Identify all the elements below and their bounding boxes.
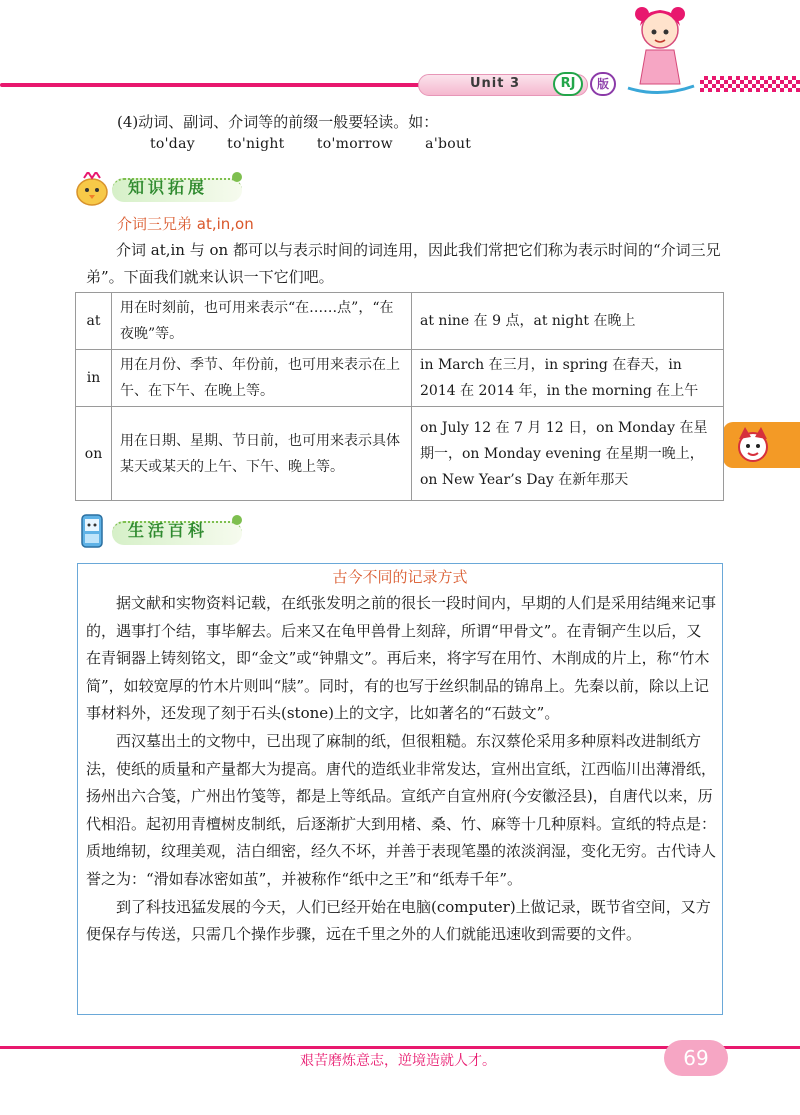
life-title: 生活百科 — [128, 521, 209, 540]
table-cell-usage: 用在月份、季节、年份前，也可用来表示在上午、在下午、在晚上等。 — [112, 350, 412, 407]
chick-mascot-icon — [72, 172, 112, 206]
knowledge-title: 知识拓展 — [128, 178, 209, 197]
life-heading — [72, 515, 272, 549]
table-cell-usage: 用在时刻前，也可用来表示“在……点”，“在夜晚”等。 — [112, 293, 412, 350]
table-row — [76, 293, 724, 350]
life-paragraph-2: 西汉墓出土的文物中，已出现了麻制的纸，但很粗糙。东汉蔡伦采用多种原料改进制纸方法，使纸的质量和产量都大为提高。唐代的造纸业非常发达，宣州出宣纸，江西临川出薄滑纸，扬州出六合笺，广州出竹笺等，都是上等纸品。宣纸产自宣州府(今安徽泾县)，自唐代以来，历代相沿。起初用青檀树皮制纸，后逐渐扩大到用楮、桑、竹、麻等十几种原料。宣纸的特点是：质地绵韧，纹理美观，洁白细密，经久不坏，并善于表现笔墨的浓淡润湿，变化无穷。古代诗人誉之为：“滑如春冰密如茧”，并被称作“纸中之王”和“纸寿千年”。 — [86, 731, 717, 888]
table-row — [76, 350, 724, 407]
table-cell-examples: at nine 在 9 点，at night 在晚上 — [412, 293, 724, 350]
cartoon-face-icon — [733, 425, 773, 465]
table-cell-word: at — [76, 293, 112, 350]
heading-dot — [232, 515, 242, 525]
header-rule — [0, 83, 430, 87]
unit-label: Unit 3 — [470, 76, 521, 91]
table-cell-word: in — [76, 350, 112, 407]
knowledge-heading — [72, 172, 272, 206]
table-cell-examples: on July 12 在 7 月 12 日，on Monday 在星期一，on Monday evening 在星期一晚上，on New Year’s Day 在新年那天 — [412, 407, 724, 501]
table-cell-usage: 用在日期、星期、节日前，也可用来表示具体某天或某天的上午、下午、晚上等。 — [112, 407, 412, 501]
table-cell-examples: in March 在三月，in spring 在春天，in 2014 在 2014 年，in the morning 在上午 — [412, 350, 724, 407]
table-cell-word: on — [76, 407, 112, 501]
table-row — [76, 407, 724, 501]
mascot-girl-icon — [620, 0, 700, 110]
life-paragraph-3: 到了科技迅猛发展的今天，人们已经开始在电脑(computer)上做记录，既节省空间，又方便保存与传送，只需几个操作步骤，远在千里之外的人们就能迅速收到需要的文件。 — [86, 897, 711, 944]
page-number: 69 — [664, 1040, 728, 1076]
prepositions-subtitle: 介词三兄弟 at,in,on — [117, 215, 254, 233]
life-box — [77, 563, 723, 1015]
footer-motto: 艰苦磨炼意志，逆境造就人才。 — [300, 1053, 496, 1069]
stress-examples: to'day to'night to'morrow a'bout — [150, 136, 472, 152]
heading-dot — [232, 172, 242, 182]
life-box-title: 古今不同的记录方式 — [332, 568, 468, 586]
prepositions-intro: 介词 at,in 与 on 都可以与表示时间的词连用，因此我们常把它们称为表示时间的“介词三兄弟”。下面我们就来认识一下它们吧。 — [86, 241, 721, 286]
life-body — [86, 590, 716, 949]
edition-badge-rj: RJ — [553, 72, 583, 96]
edition-badge-ban: 版 — [590, 72, 616, 96]
side-tab — [723, 422, 800, 468]
phone-mascot-icon — [72, 511, 112, 551]
life-paragraph-1: 据文献和实物资料记载，在纸张发明之前的很长一段时间内，早期的人们是采用结绳来记事的，遇事打个结，事毕解去。后来又在龟甲兽骨上刻辞，所谓“甲骨文”。在青铜产生以后，又在青铜器上铸刻铭文，即“金文”或“钟鼎文”。再后来，将字写在用竹、木削成的片上，称“竹木简”，如较宽厚的竹木片则叫“牍”。同时，有的也写于丝织制品的锦帛上。先秦以前，除以上记事材料外，还发现了刻于石头(stone)上的文字，比如著名的“石鼓文”。 — [86, 594, 717, 723]
stress-rule: (4)动词、副词、介词等的前缀一般要轻读。如： — [117, 113, 439, 131]
prepositions-table — [75, 292, 724, 501]
checker-decoration — [700, 76, 800, 92]
